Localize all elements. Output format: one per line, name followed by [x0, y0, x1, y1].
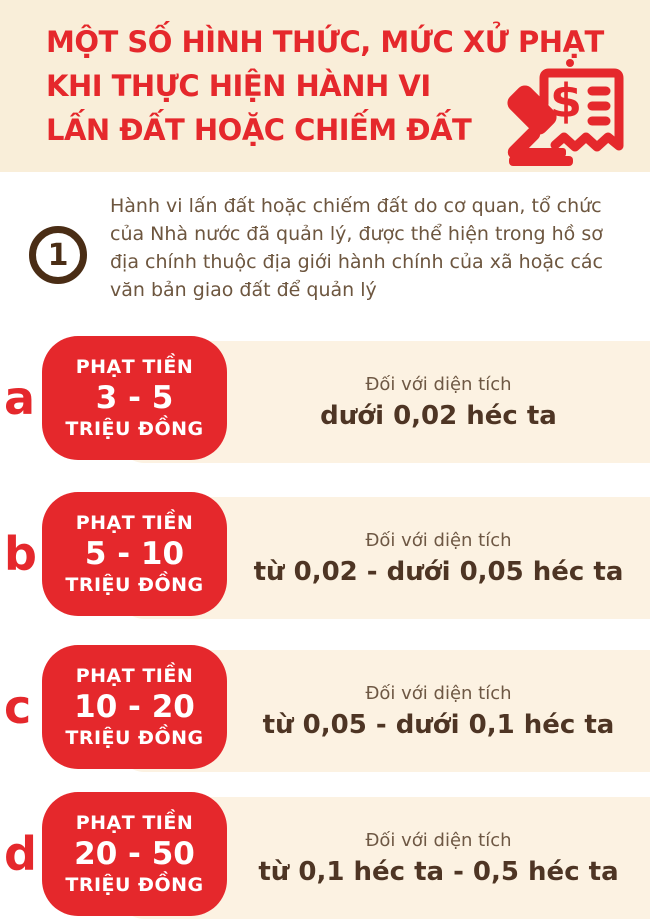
- header-banner: [0, 0, 650, 172]
- penalty-row-b: [0, 492, 650, 616]
- gavel-invoice-icon: [492, 58, 632, 170]
- fine-label: PHẠT TIỀN: [75, 665, 194, 687]
- area-value: dưới 0,02 héc ta: [320, 400, 557, 431]
- penalty-row-c: [0, 645, 650, 769]
- fine-label: PHẠT TIỀN: [75, 512, 194, 534]
- penalty-row-a: [0, 336, 650, 460]
- area-value: từ 0,05 - dưới 0,1 héc ta: [262, 709, 615, 740]
- section-number: 1: [47, 237, 69, 273]
- area-value: từ 0,1 héc ta - 0,5 héc ta: [258, 856, 619, 887]
- area-info: [227, 497, 650, 619]
- fine-box: [42, 492, 227, 616]
- row-letter: b: [4, 527, 37, 581]
- fine-amount: 10 - 20: [74, 689, 195, 725]
- section-number-badge: [29, 226, 87, 284]
- area-value: từ 0,02 - dưới 0,05 héc ta: [253, 556, 624, 587]
- penalty-row-d: [0, 792, 650, 916]
- area-info: [227, 797, 650, 919]
- area-label: Đối với diện tích: [365, 373, 512, 395]
- page-title-line-1: MỘT SỐ HÌNH THỨC, MỨC XỬ PHẠT: [46, 25, 604, 59]
- area-info: [227, 341, 650, 463]
- fine-unit: TRIỆU ĐỒNG: [65, 874, 204, 896]
- row-letter: c: [4, 680, 32, 734]
- fine-box: [42, 792, 227, 916]
- area-label: Đối với diện tích: [365, 682, 512, 704]
- area-info: [227, 650, 650, 772]
- fine-amount: 3 - 5: [95, 380, 174, 416]
- fine-box: [42, 336, 227, 460]
- fine-label: PHẠT TIỀN: [75, 812, 194, 834]
- fine-amount: 5 - 10: [84, 536, 185, 572]
- fine-unit: TRIỆU ĐỒNG: [65, 418, 204, 440]
- fine-unit: TRIỆU ĐỒNG: [65, 727, 204, 749]
- fine-label: PHẠT TIỀN: [75, 356, 194, 378]
- fine-amount: 20 - 50: [74, 836, 195, 872]
- svg-text:$: $: [549, 74, 583, 128]
- section-description: Hành vi lấn đất hoặc chiếm đất do cơ quan, tổ chức của Nhà nước đã quản lý, được thể hiện trong hồ sơ địa chính thuộc địa giới hành chính của xã hoặc các văn bản giao đất để quản lý: [110, 195, 603, 301]
- page-title-line-3: LẤN ĐẤT HOẶC CHIẾM ĐẤT: [46, 113, 472, 147]
- row-letter: a: [4, 371, 36, 425]
- area-label: Đối với diện tích: [365, 529, 512, 551]
- area-label: Đối với diện tích: [365, 829, 512, 851]
- fine-unit: TRIỆU ĐỒNG: [65, 574, 204, 596]
- fine-box: [42, 645, 227, 769]
- row-letter: d: [4, 827, 37, 881]
- page-title-line-2: KHI THỰC HIỆN HÀNH VI: [46, 69, 431, 103]
